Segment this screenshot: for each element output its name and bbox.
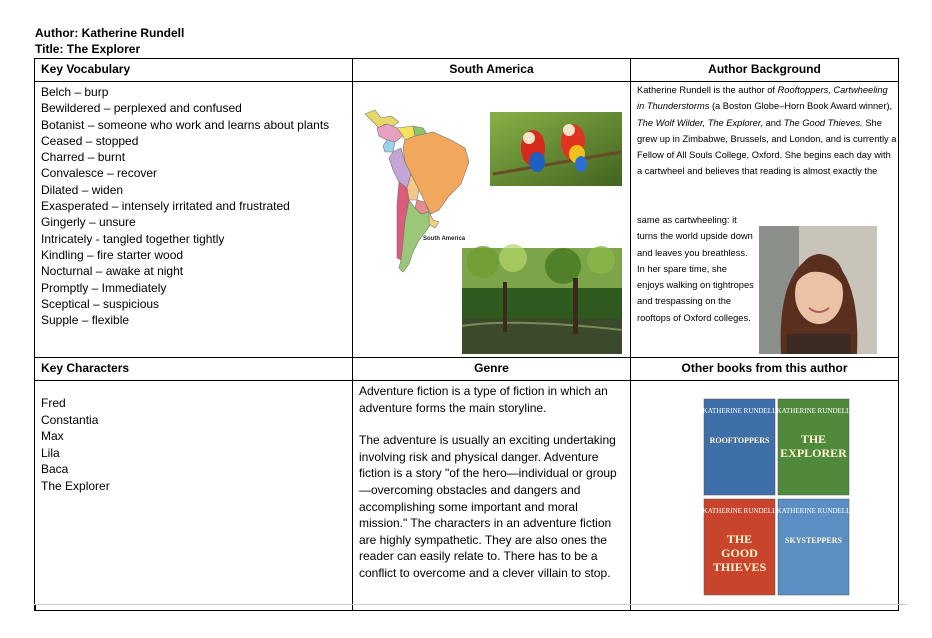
vocab-item: Exasperated – intensely irritated and frustrated — [41, 199, 290, 214]
author-heading: Author: Katherine Rundell — [35, 26, 185, 40]
genre-paragraph-2: The adventure is usually an exciting undertaking involving risk and physical danger. Adventure fiction is a story "of the hero—individual or group—overcoming obstacles and dangers and accomplishing some important and moral mission." The characters in an adventure fiction are highly sympathetic. They are also ones the reader can easily relate to. There has to be a conflict to overcome and a clever villain to stop. — [359, 433, 617, 580]
author-photo — [759, 226, 877, 354]
book-title: THE — [726, 532, 753, 546]
vocab-item: Belch – burp — [41, 85, 109, 99]
characters-list — [35, 381, 353, 611]
character-item: Fred — [41, 396, 66, 410]
jungle-photo — [462, 244, 622, 354]
book-cover — [703, 399, 777, 495]
book-title: SKYSTEPPERS — [785, 536, 842, 545]
south-america-collage — [353, 82, 629, 354]
vocab-item: Sceptical – suspicious — [41, 296, 160, 311]
info-table — [34, 58, 899, 611]
genre-header: Genre — [353, 358, 631, 381]
author-bio-continued: same as cartwheeling: it turns the world upside down and leaves you breathless. In her spare time, she enjoys walking on tightropes and trespassing on the rooftops of Oxford colleges. — [637, 215, 754, 323]
character-item: Baca — [41, 462, 69, 476]
vocab-item: Bewildered – perplexed and confused — [41, 101, 242, 116]
author-background-text — [631, 82, 899, 358]
other-books-header: Other books from this author — [631, 358, 899, 381]
key-characters-header: Key Characters — [35, 358, 353, 381]
book-title: EXPLORER — [780, 446, 847, 460]
vocab-item: Convalesce – recover — [41, 166, 158, 181]
author-background-header: Author Background — [631, 59, 899, 82]
south-america-header: South America — [353, 59, 631, 82]
book-author: KATHERINE RUNDELL — [776, 507, 851, 515]
character-item: Lila — [41, 445, 60, 460]
vocab-item: Intricately - tangled together tightly — [41, 231, 225, 246]
book-title: THE — [800, 432, 827, 446]
vocab-item: Nocturnal – awake at night — [41, 264, 184, 279]
vocab-item: Supple – flexible — [41, 313, 130, 328]
other-books-cell — [631, 381, 899, 611]
key-vocabulary-header: Key Vocabulary — [35, 59, 353, 82]
vocab-item: Ceased – stopped — [41, 133, 139, 148]
text-cursor — [35, 605, 36, 611]
book-author: KATHERINE RUNDELL — [702, 407, 777, 415]
vocab-item: Botanist – someone who work and learns about plants — [41, 117, 330, 132]
south-america-map — [365, 110, 469, 272]
vocab-item: Promptly – Immediately — [41, 280, 167, 295]
book-cover — [703, 499, 777, 595]
character-item: Constantia — [41, 412, 99, 427]
book-title: THIEVES — [712, 560, 767, 574]
page-divider — [34, 604, 908, 605]
vocab-item: Charred – burnt — [41, 150, 126, 165]
author-bio-paragraph: Katherine Rundell is the author of Rooftoppers, Cartwheeling in Thunderstorms (a Boston Globe–Horn Book Award winner), The Wolf Wilder, The Explorer, and The Good Thieves. She grew up in Zimbabwe, Brussels, and London, and is currently a Fellow of All Souls College, Oxford. She begins each day with a cartwheel and believes that reading is almost exactly the — [637, 85, 897, 177]
book-title: GOOD — [721, 546, 758, 560]
book-cover — [777, 499, 851, 595]
character-item: The Explorer — [41, 478, 110, 493]
south-america-images — [353, 82, 631, 358]
map-label: South America — [423, 236, 466, 242]
genre-text — [353, 381, 631, 611]
vocab-item: Gingerly – unsure — [41, 215, 136, 230]
vocab-item: Kindling – fire starter wood — [41, 247, 184, 262]
book-title: ROOFTOPPERS — [709, 436, 770, 445]
vocabulary-list — [35, 82, 353, 358]
title-heading: Title: The Explorer — [35, 42, 141, 56]
book-cover — [777, 399, 851, 495]
vocab-item: Dilated – widen — [41, 182, 124, 197]
book-author: KATHERINE RUNDELL — [776, 407, 851, 415]
genre-paragraph-1: Adventure fiction is a type of fiction in which an adventure forms the main storyline. — [359, 384, 608, 415]
macaw-photo — [490, 112, 622, 186]
book-covers — [631, 381, 899, 611]
character-item: Max — [41, 429, 64, 443]
book-author: KATHERINE RUNDELL — [702, 507, 777, 515]
